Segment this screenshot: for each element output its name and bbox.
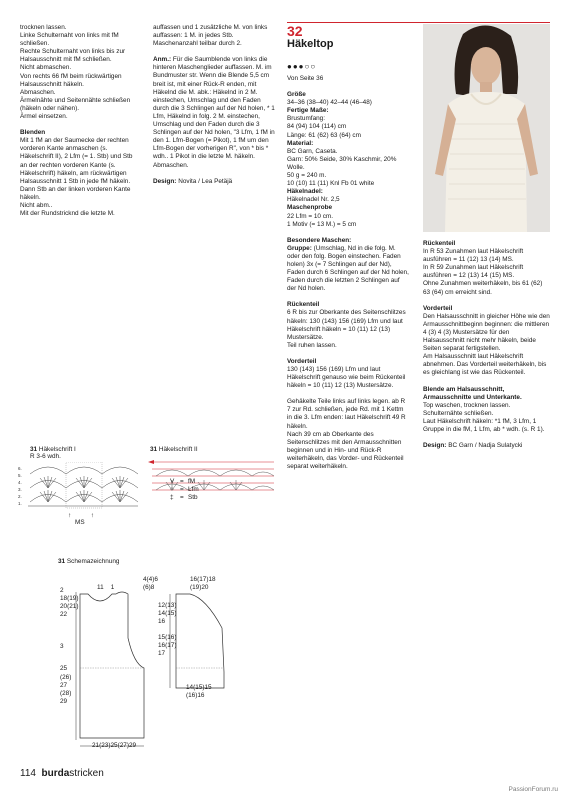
masse-text: Brustumfang: 84 (94) 104 (114) cm Länge: 61 (62) 63 (64) cm bbox=[287, 115, 361, 139]
legend-item-fm: V = fM bbox=[170, 478, 196, 485]
heading-vorder-2: Vorderteil bbox=[423, 304, 453, 312]
ms-label bbox=[68, 512, 94, 526]
row-label-5: 5. bbox=[18, 473, 22, 478]
schema-back-bottom-labels bbox=[186, 684, 212, 700]
ruecken-text: 6 R bis zur Oberkante des Seitenschlitzes häkeln: 130 (143) 156 (169) Lfm und laut Häkelschrift häkeln = 10 (11) 12 (13) Mustersätze. Teil ruhen lassen. bbox=[287, 309, 406, 349]
page-number: 114 bbox=[20, 768, 36, 779]
col4-blende-text: Top waschen, trocknen lassen. Schulternähte schließen. Laut Häkelschrift häkeln: *1 fM, 3 Lfm, 1 Gruppe in die fM, 1 Lfm, ab * wdh. (s. R 1). bbox=[423, 401, 545, 433]
gehaekelte-text: Gehäkelte Teile links auf links legen. ab R 7 zur Rd. schließen, jede Rd. mit 1 Kettm in die 3. Lfm enden: laut Häkelschrift 49 R häkeln. Nach 39 cm ab Oberkante des Seitenschlitzes mit den Armausschnitten beginnen und in Hin- und Rück-R weiterhäkeln, das Vorder- und Rückenteil separat weiterhäkeln. bbox=[287, 398, 406, 471]
schema-label: Schemazeichnung bbox=[65, 558, 120, 565]
heading-ruecken: Rückenteil bbox=[287, 301, 320, 309]
schema-label-1516: 15(16) bbox=[158, 634, 177, 642]
heading-probe: Maschenprobe bbox=[287, 204, 333, 212]
schema-label-1617: 16(17) bbox=[158, 642, 177, 650]
ms-text: MS bbox=[75, 519, 85, 526]
heading-ruecken-2: Rückenteil bbox=[423, 240, 456, 247]
heading-masse: Fertige Maße: bbox=[287, 107, 329, 115]
gruppe-text bbox=[287, 245, 409, 294]
schema-back-left-labels bbox=[158, 602, 176, 659]
ms-arrows: ↑ ↑ bbox=[68, 512, 94, 519]
schema-label-11: 11 bbox=[97, 584, 104, 591]
row-label-2: 2. bbox=[18, 494, 22, 499]
von-seite: Von Seite 36 bbox=[287, 75, 324, 82]
groesse-text: 34–36 (38–40) 42–44 (46–48) bbox=[287, 99, 372, 107]
heading-material: Material: bbox=[287, 139, 314, 147]
gruppe-body: (Umschlag, Nd in die folg. M. oder den folg. Bogen einstechen. Faden holen) 3x (= 7 Schlingen auf der Nd), Faden durch 6 Schlingen auf der Nd holen, Faden durch die letzten 2 Schlingen auf der Nd holen. bbox=[287, 244, 409, 293]
schema-bottom-label: 21(23)25(27)29 bbox=[92, 742, 137, 749]
col2-anm bbox=[153, 56, 278, 169]
schema-label-17: 17 bbox=[158, 650, 166, 658]
watermark: PassionForum.ru bbox=[508, 786, 558, 793]
anm-label: Anm.: bbox=[153, 56, 172, 64]
header-rule bbox=[287, 22, 550, 23]
material-text: BC Garn, Caseta. Garn: 50% Seide, 30% Kaschmir, 20% Wolle. 50 g = 240 m. 10 (10) 11 (11) Knl Fb 01 white bbox=[287, 147, 397, 188]
diagram1-sub: R 3-6 wdh. bbox=[30, 453, 61, 460]
schema-back-top-labels bbox=[190, 576, 216, 592]
schema-label-1213: 12(13) bbox=[158, 602, 177, 609]
schema-label-19: 18(19) bbox=[60, 595, 79, 603]
schema-label-26: (26) bbox=[60, 673, 72, 681]
schema-label-161718: 16(17)18 bbox=[190, 576, 216, 583]
col2-design bbox=[153, 178, 278, 186]
schema-title bbox=[58, 558, 119, 565]
schema-label-20: 20(21) bbox=[60, 603, 79, 611]
diagram1-title bbox=[30, 446, 76, 460]
design-text: Novita / Lea Petäjä bbox=[176, 177, 233, 185]
difficulty-dots: ●●●○○ bbox=[287, 62, 317, 71]
heading-vorder: Vorderteil bbox=[287, 357, 317, 365]
chart1-pattern bbox=[28, 467, 138, 506]
heading-groesse: Größe bbox=[287, 91, 306, 99]
vorder-text: 130 (143) 156 (169) Lfm und laut Häkelschrift genauso wie beim Rückenteil häkeln = 10 (11) 12 (13) Mustersätze. bbox=[287, 366, 406, 390]
schema-label-28: (28) bbox=[60, 689, 72, 697]
crochet-chart-1 bbox=[18, 462, 143, 510]
col4-vorder-text: Den Halsausschnitt in gleicher Höhe wie den Armausschnittbeginn beginnen: die mittleren 4 (3) 4 (3) Mustersätze für den Halsausschnitt nicht mehr häkeln, beide Seiten separat fertigstellen. Am Halsausschnitt laut Häkelschrift abnehmen. Das Vorderteil weiterhäkeln, bis es gleichlang ist wie das Rückenteil. bbox=[423, 312, 550, 377]
probe-text: 22 Lfm = 10 cm. 1 Motiv (= 13 M.) = 5 cm bbox=[287, 212, 357, 228]
heading-blenden: Blenden bbox=[20, 129, 46, 137]
model-photo-drawing bbox=[423, 24, 550, 232]
schema-label-141515: 14(15)15 bbox=[186, 684, 212, 691]
row-label-1: 1. bbox=[18, 501, 22, 506]
legend-item-stb: ‡ = Stb bbox=[170, 494, 198, 501]
row-label-6: 6. bbox=[18, 466, 22, 471]
row-label-3: 3. bbox=[18, 487, 22, 492]
schema-label-16: 16 bbox=[158, 618, 166, 626]
diagram2-label: Häkelschrift II bbox=[157, 446, 198, 453]
schema-label-3: 3 bbox=[60, 643, 64, 651]
brand-burda: burda bbox=[41, 768, 70, 779]
page-footer bbox=[20, 768, 104, 779]
design-label-2: Design: bbox=[423, 442, 447, 450]
diagram2-num: 31 bbox=[150, 446, 158, 453]
nadel-text: Häkelnadel Nr. 2,5 bbox=[287, 196, 340, 204]
schema-label-2: 2 bbox=[60, 587, 64, 594]
pattern-title: Häkeltop bbox=[287, 38, 334, 50]
column-1 bbox=[20, 24, 138, 218]
schema-label-1: 1 bbox=[110, 584, 115, 591]
schema-label-22: 22 bbox=[60, 611, 68, 619]
schema-label-446: 4(4)6 bbox=[143, 576, 158, 583]
brand-stricken: stricken bbox=[69, 768, 104, 779]
column-2 bbox=[153, 24, 278, 186]
col1-text-2: Mit 1 fM an der Saumecke der rechten vorderen Kante anmaschen (s. Häkelschrift II), 2 Lfm (= 1. Stb) und Stb an der rechten vorderen Kante (s. Häkelschrift) häkeln, am rückwärtigen Halsausschnitt 1 Stb in jede fM häkeln. Dann Stb an der linken vorderen Kante häkeln. Nicht abm.. Mit der Rundstricknd die letzte M. bbox=[20, 137, 133, 218]
column-4 bbox=[423, 240, 550, 450]
heading-besondere: Besondere Maschen: bbox=[287, 236, 352, 244]
legend bbox=[170, 478, 199, 502]
pattern-header bbox=[287, 23, 401, 50]
heading-nadel: Häkelnadel: bbox=[287, 188, 323, 196]
col4-ruecken-text: In R 53 Zunahmen laut Häkelschrift ausführen = 11 (12) 13 (14) MS. In R 59 Zunahmen laut Häkelschrift ausführen = 12 (13) 14 (15) MS. Ohne Zunahmen weiterhäkeln, bis 61 (62) 63 (64) cm erreicht sind. bbox=[423, 248, 543, 296]
schematic-drawing bbox=[56, 568, 252, 758]
col1-text-1: trocknen lassen. Linke Schulternaht von links mit fM schließen. Rechte Schulternaht von links bis zur Halsausschnitt mit fM schließen. Nicht abmaschen. Von rechts 66 fM beim rückwärtigen Halsausschnitt häkeln. Abmaschen. Ärmelnähte und Seitennähte schließen (häkeln oder nähen). Ärmel einsetzen. bbox=[20, 24, 131, 121]
col4-design bbox=[423, 442, 550, 450]
diagram1-num: 31 bbox=[30, 446, 38, 453]
front-piece-outline bbox=[80, 592, 144, 738]
schema-label-29: 29 bbox=[60, 697, 68, 705]
schema-top-labels bbox=[97, 584, 114, 591]
design-text-2: BC Garn / Nadja Sulatycki bbox=[446, 442, 523, 450]
row-label-4: 4. bbox=[18, 480, 22, 485]
schema-num: 31 bbox=[58, 558, 66, 565]
schema-label-1920: (19)20 bbox=[190, 584, 209, 591]
heading-blende: Blende am Halsausschnitt, Armausschnitte und Unterkante. bbox=[423, 385, 522, 401]
diagram2-title bbox=[150, 446, 198, 453]
schema-top-right-labels bbox=[143, 576, 158, 592]
anm-text: Für die Saumblende von links die hinteren Maschenglieder auffassen. M. im Bundmuster str. Wenn die Blende 5,5 cm breit ist, mit einer Rück-R enden, mit Häkelnd die M. abk.: Häkelnd in 2 M. einstechen, Umschlag und den Faden durch die 3 Schlingen auf der Nd holen, * 1 Lfm, Häkelnd in folg. 2 M. einstechen, Umschlag und den Faden durch die 3 Schlingen auf der Nd holen, "3 Lfm, 1 fM in den 1. Lfm-Bogen (= Pikot), 1 fM um den Lfm-Bogen der vorherigen R", von * bis * wdh.. 1 Pikot in die letzte M. häkeln. Abmaschen. bbox=[153, 56, 275, 169]
schema-label-68: (6)8 bbox=[143, 584, 155, 591]
schema-label-25: 25 bbox=[60, 665, 68, 673]
back-piece-outline bbox=[176, 594, 224, 688]
gruppe-label: Gruppe: bbox=[287, 244, 312, 252]
schema-left-labels bbox=[60, 587, 78, 706]
model-photo bbox=[423, 24, 550, 232]
schema-label-27: 27 bbox=[60, 681, 68, 689]
legend-item-lfm: ○ = Lfm bbox=[170, 486, 199, 493]
column-3 bbox=[287, 75, 409, 471]
diagram1-label: Häkelschrift I bbox=[37, 446, 76, 453]
crochet-chart-2 bbox=[148, 458, 278, 498]
pattern-number: 32 bbox=[287, 23, 303, 39]
schema-label-1616: (16)16 bbox=[186, 692, 205, 699]
col2-text-1: auffassen und 1 zusätzliche M. von links auffassen: 1 M. in jedes Stb. Maschenanzahl teilbar durch 2. bbox=[153, 24, 268, 48]
schema-label-1415: 14(15) bbox=[158, 610, 177, 618]
design-label: Design: bbox=[153, 177, 177, 185]
